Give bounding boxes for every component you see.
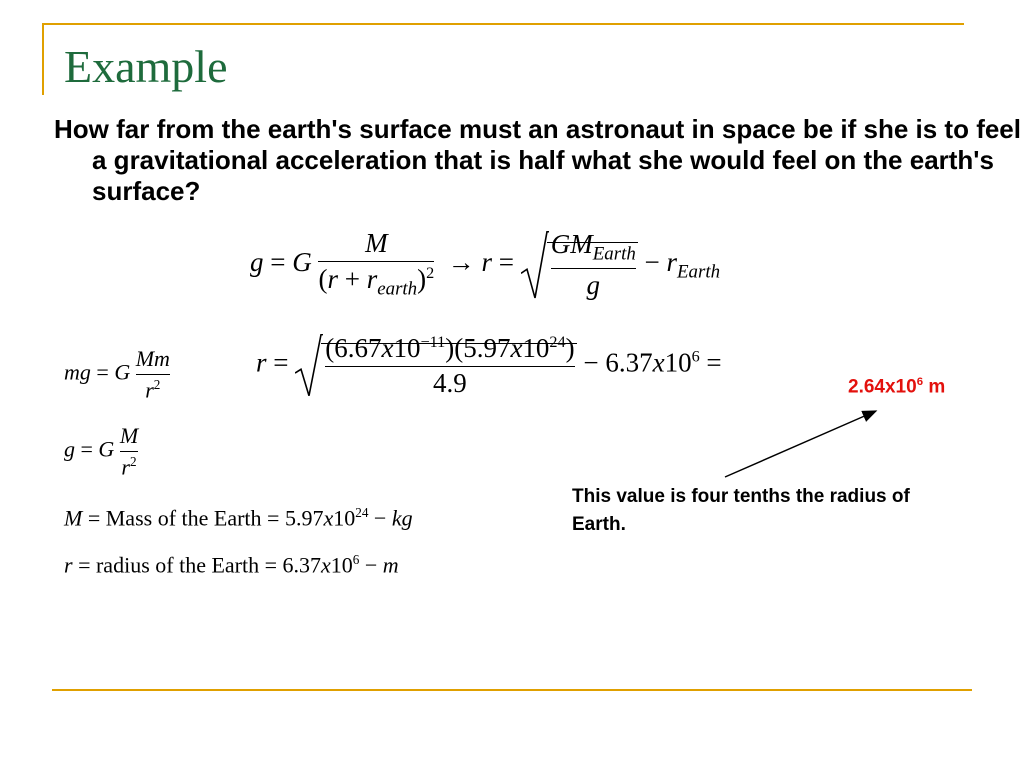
derivation-g: g = G $\frac{M}{r^2}$ <box>64 423 139 480</box>
definition-mass: M = Mass of the Earth = $5.97x10^{24}$ − kg <box>64 505 413 531</box>
radical-icon <box>521 231 549 299</box>
question-text: How far from the earth's surface must an astronaut in space be if she is to feel a gravitational acceleration that is half what she would feel on the earth's surface? <box>54 114 1021 206</box>
radical-icon <box>295 334 323 397</box>
sqrt-numeric: $\frac{(6.67x10^{-11})(5.97x10^{24})}{4.9}$ <box>295 334 576 397</box>
fraction-m-over-r-squared: $\frac{M}{(r + r_{earth})^2}$ <box>318 228 435 300</box>
sqrt-gm-over-g: $\frac{GM_{Earth}}{g}$ <box>521 231 638 299</box>
slide-title: Example <box>64 41 228 92</box>
numeric-calculation: r = $\frac{(6.67x10^{-11})(5.97x10^{24})}{4.9}$ − $6.37x10^6$ = <box>256 333 722 398</box>
arrow-icon: → <box>440 246 482 277</box>
frame-top-line <box>42 23 964 25</box>
annotation-note: This value is four tenths the radius of Earth. <box>572 486 910 535</box>
frame-left-line <box>42 23 44 95</box>
main-formula: g = G $\frac{M}{(r + r_{earth})^2}$ → r = $\frac{GM_{Earth}}{g}$ − $r_{Earth}$ <box>250 228 721 300</box>
definition-radius: r = radius of the Earth = $6.37x10^6 - m$ <box>64 552 399 578</box>
answer-value: $2.64x10^6$ m <box>848 376 946 398</box>
frame-bottom-line <box>52 689 972 691</box>
derivation-mg: mg = G $\frac{Mm}{r^2}$ <box>64 346 170 403</box>
annotation-arrow-icon <box>700 400 900 490</box>
